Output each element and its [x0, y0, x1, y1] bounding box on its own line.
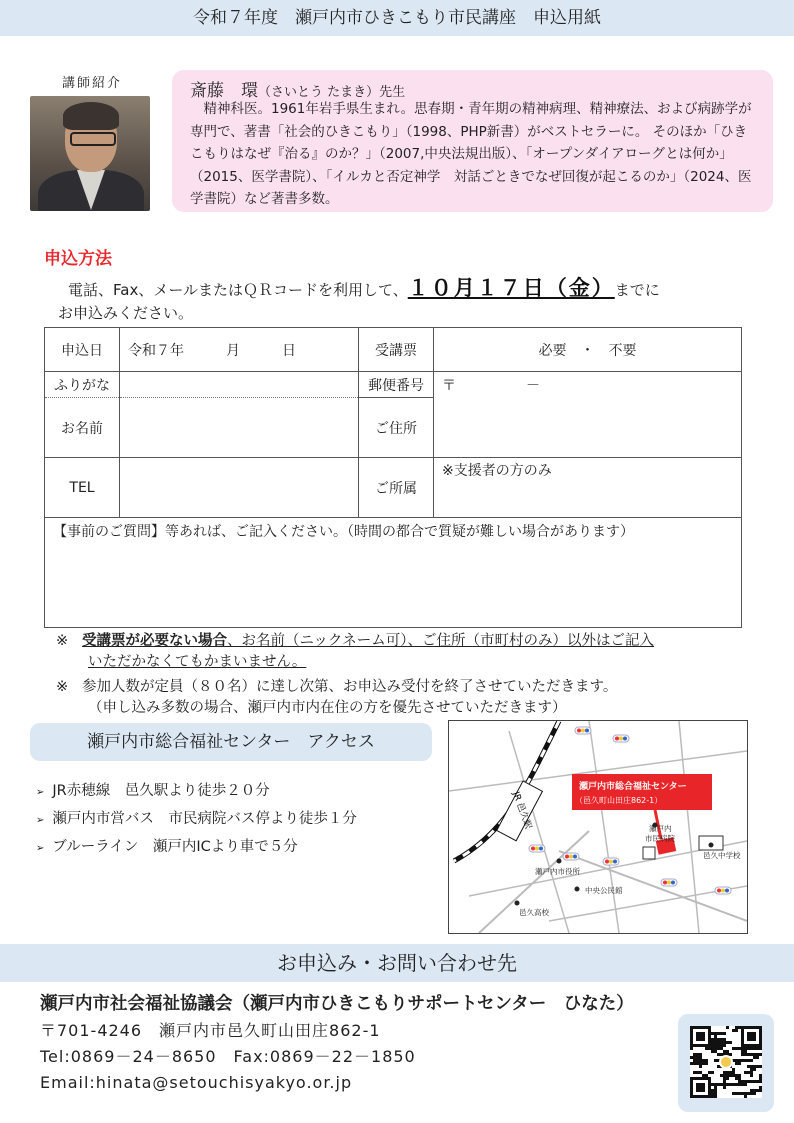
access-map [448, 720, 748, 934]
application-form [44, 327, 742, 628]
method-text-post: までに [614, 281, 660, 299]
postal-value: 〒 － [442, 378, 540, 394]
contact-address: 〒701-4246 瀬戸内市邑久町山田庄862-1 [40, 1021, 381, 1040]
rail-label: JR 邑久駅 [510, 790, 533, 831]
map-center-name: 瀬戸内市総合福祉センター [579, 782, 687, 792]
contact-bar-title: お申込み・お問い合わせ先 [0, 944, 794, 982]
method-line2: お申込みください。 [58, 304, 194, 322]
affiliation-field[interactable] [434, 458, 742, 518]
question-label: 【事前のご質問】等あれば、ご記入ください。（時間の都合で質疑が難しい場合があります） [53, 524, 634, 540]
lecturer-kana: （さいとう たまき） [258, 85, 380, 100]
tel-label: TEL [45, 458, 120, 518]
lecturer-honorific: 先生 [379, 85, 406, 100]
map-city-hall: 瀬戸内市役所 [535, 867, 580, 876]
note-2 [56, 677, 617, 719]
address-label: ご住所 [359, 398, 434, 458]
organization-name: 瀬戸内市社会福祉協議会（瀬戸内市ひきこもりサポートセンター ひなた） [40, 994, 634, 1014]
note-1-line2: いただかなくてもかまいません。 [88, 654, 307, 670]
name-field[interactable] [120, 398, 359, 458]
map-hospital-1: 瀬戸内 [649, 824, 672, 833]
note-1-rest: 、お名前（ニックネーム可）、ご住所（市町村のみ）以外はご記入 [226, 633, 655, 649]
note-1-mark: ※ [56, 633, 69, 649]
date-label: 申込日 [45, 328, 120, 372]
map-hospital-2: 市民病院 [645, 834, 675, 843]
qr-code[interactable] [678, 1014, 774, 1112]
note-2-mark: ※ [56, 679, 69, 695]
ticket-label: 受講票 [359, 328, 434, 372]
method-text: 電話、Fax、メールまたはＱＲコードを利用して、 [68, 281, 408, 299]
map-junior-high: 邑久中学校 [703, 851, 741, 860]
ticket-choice[interactable]: 必要 ・ 不要 [434, 328, 742, 372]
access-list [36, 778, 357, 862]
access-title: 瀬戸内市総合福祉センター アクセス [30, 723, 432, 761]
note-2-line1: 参加人数が定員（８０名）に達し次第、お申込み受付を終了させていただきます。 [81, 679, 618, 695]
lecturer-name-text: 斎藤 環 [190, 81, 258, 101]
lecturer-bio-text: 精神科医。1961年岩手県生まれ。思春期・青年期の精神病理、精神療法、および病跡学が専門で、著書「社会的ひきこもり」（1998、PHP新書）がベストセラーに。 そのほか「ひきこもりはなぜ『治る』のか？」（2007,中央法規出版）、「オープンダイアローグとは何か」（2015、医学書院）、「イルカと否定神学 対話ごときでなぜ回復が起こるのか」（2024、医学書院）など著書多数。 [190, 101, 752, 207]
method-title: 申込方法 [44, 249, 112, 269]
map-center-address: （邑久町山田庄862-1） [575, 796, 663, 805]
affiliation-label: ご所属 [359, 458, 434, 518]
access-item-bus: ➢ 瀬戸内市営バス 市民病院バス停より徒歩１分 [36, 806, 357, 834]
note-2-line2: （申し込み多数の場合、瀬戸内市内在住の方を優先させていただきます） [88, 700, 567, 716]
date-field[interactable]: 令和７年 月 日 [120, 328, 359, 372]
postal-label: 郵便番号 [359, 372, 434, 398]
deadline: １０月１７日（金） [407, 276, 615, 300]
affiliation-note: ※支援者の方のみ [442, 463, 552, 479]
map-high-school: 邑久高校 [519, 908, 549, 917]
furigana-label: ふりがな [45, 372, 120, 398]
postal-address-field[interactable] [434, 372, 742, 458]
access-item-car: ➢ ブルーライン 瀬戸内ICより車で５分 [36, 834, 357, 862]
contact-phone: Tel:0869－24－8650 Fax:0869－22－1850 [40, 1047, 416, 1066]
method-line1 [68, 272, 660, 302]
question-field[interactable] [45, 518, 742, 628]
map-community-hall: 中央公民館 [585, 886, 623, 895]
contact-info [40, 1018, 416, 1096]
lecturer-section-label: 講師紹介 [62, 76, 123, 91]
note-1 [56, 631, 654, 673]
lecturer-photo [30, 96, 150, 211]
page-title: 令和７年度 瀬戸内市ひきこもり市民講座 申込用紙 [0, 0, 794, 36]
access-item-train: ➢ JR赤穂線 邑久駅より徒歩２０分 [36, 778, 357, 806]
furigana-field[interactable] [120, 372, 359, 398]
tel-field[interactable] [120, 458, 359, 518]
contact-email[interactable]: Email:hinata@setouchisyakyo.or.jp [40, 1073, 353, 1092]
name-label: お名前 [45, 398, 120, 458]
note-1-bold: 受講票が必要ない場合 [81, 633, 227, 649]
